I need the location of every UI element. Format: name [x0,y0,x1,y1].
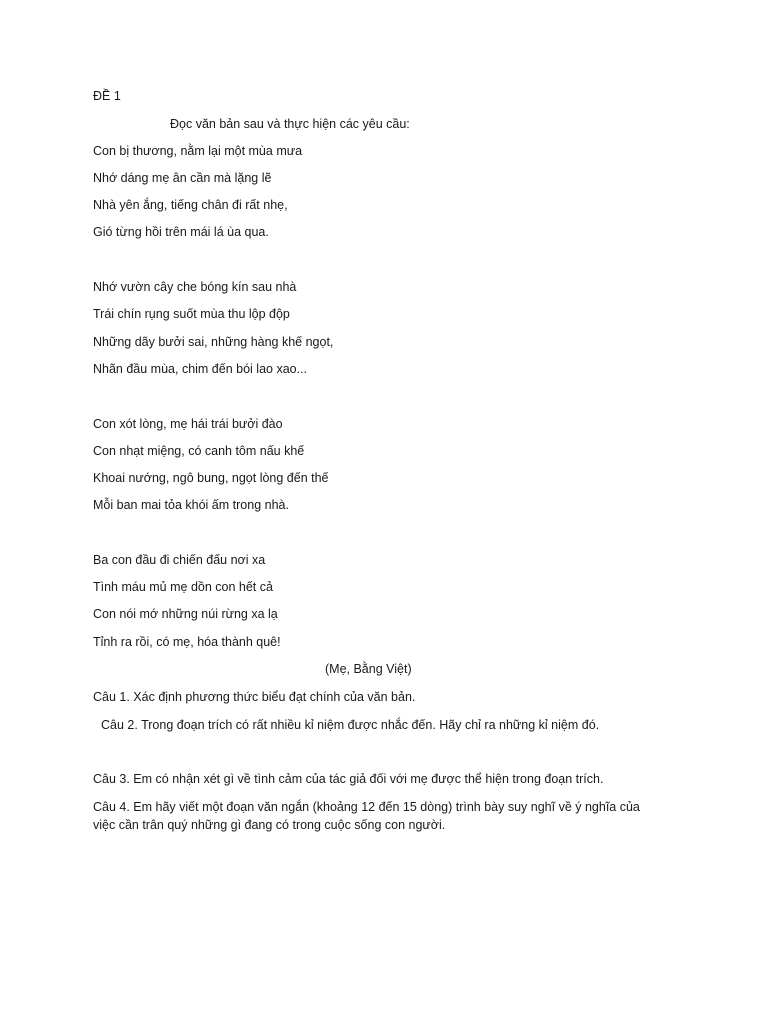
poem-line: Trái chín rụng suốt mùa thu lộp độp [93,307,290,321]
poem-line: Nhớ vườn cây che bóng kín sau nhà [93,280,297,294]
poem-line: Con xót lòng, mẹ hái trái bưởi đào [93,417,283,431]
question-4: Câu 4. Em hãy viết một đoạn văn ngắn (khoảng 12 đến 15 dòng) trình bày suy nghĩ về ý nghĩa của [93,800,640,814]
poem-line: Gió từng hồi trên mái lá ùa qua. [93,225,269,239]
poem-line: Những dãy bưởi sai, những hàng khế ngọt, [93,335,334,349]
poem-line: Tình máu mủ mẹ dồn con hết cả [93,580,273,594]
exam-heading: ĐỀ 1 [93,89,121,103]
poem-line: Nhà yên ắng, tiếng chân đi rất nhẹ, [93,198,288,212]
poem-line: Con nhạt miệng, có canh tôm nấu khế [93,444,305,458]
poem-source: (Mẹ, Bằng Việt) [325,662,412,676]
question-3: Câu 3. Em có nhận xét gì về tình cảm của tác giả đối với mẹ được thể hiện trong đoạn trích. [93,772,604,786]
poem-line: Ba con đầu đi chiến đấu nơi xa [93,553,266,567]
poem-line: Nhớ dáng mẹ ân cần mà lặng lẽ [93,171,272,185]
poem-line: Tỉnh ra rồi, có mẹ, hóa thành quê! [93,635,281,649]
reading-instruction: Đọc văn bản sau và thực hiện các yêu cầu: [170,117,410,131]
question-2: Câu 2. Trong đoạn trích có rất nhiều kỉ niệm được nhắc đến. Hãy chỉ ra những kỉ niệm đó. [101,718,600,732]
question-1: Câu 1. Xác định phương thức biểu đạt chính của văn bản. [93,690,416,704]
poem-line: Con nói mớ những núi rừng xa lạ [93,607,278,621]
poem-line: Khoai nướng, ngô bung, ngọt lòng đến thế [93,471,329,485]
poem-line: Mỗi ban mai tỏa khói ấm trong nhà. [93,498,289,512]
poem-line: Con bị thương, nằm lại một mùa mưa [93,144,303,158]
poem-line: Nhãn đầu mùa, chim đến bói lao xao... [93,362,308,376]
question-4-continued: việc cần trân quý những gì đang có trong cuộc sống con người. [93,818,446,832]
